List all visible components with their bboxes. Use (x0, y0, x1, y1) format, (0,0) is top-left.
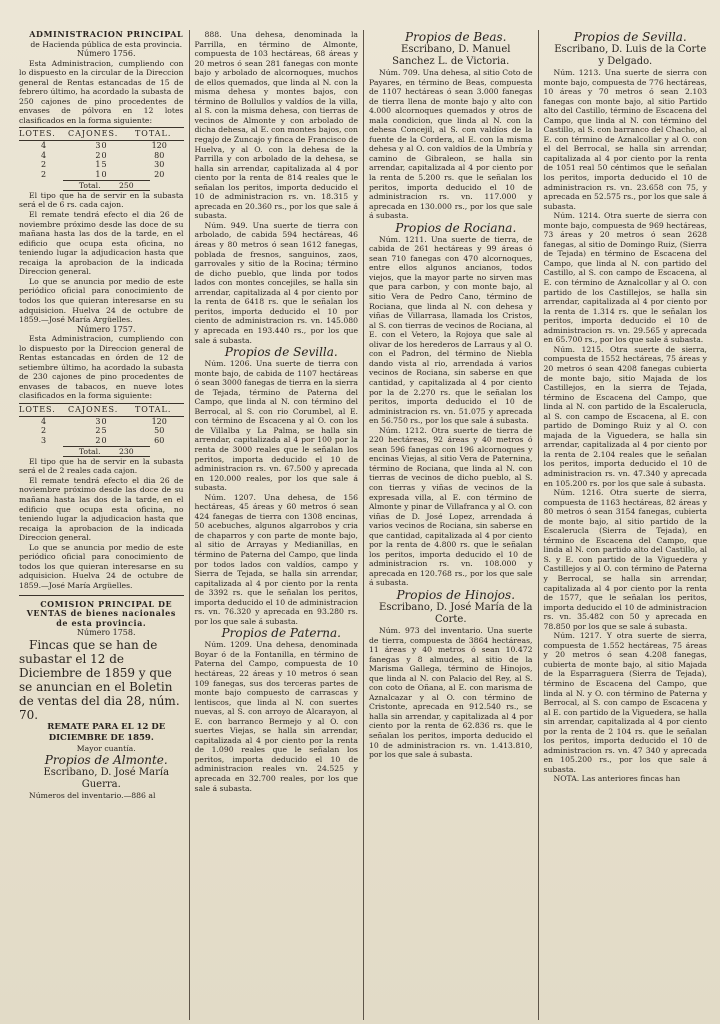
notice-1757-remate: El remate tendrá efecto el dia 26 de noviembre próximo desde las doce de su mañana hasta las dos de la tarde, en el edificio que ocupa esta oficina, no teniendo lugar la adjudicacion hasta que recaiga la aprobacion de la indicada Direccion general. (19, 475, 184, 543)
total-value: 230 (111, 446, 142, 457)
entry-1211: Núm. 1211. Una suerte de tierra, de cabida de 261 hectáreas y 99 áreas ó sean 710 fanegas con 470 alcornoques, entre ellos algunos ancianos, todos viejos, que la mayor parte no sirven mas que para carbon, y con monte bajo, al sitio Vera de Pedro Cano, término de Rociana, que linda al N. con dehesa y viñas de Villarrasa, llamada los Cristos, al S. con tierras de vecinos de Rociana, al E. con el Vetero, la Rojoya que sale al olivar de los herederos de Larraus y al O. con el Padron, del término de Niebla dando vista al rio, arrendada á varios vecinos de Rociana, sin saberse en que cantidad, y capitalizada al 4 por ciento por la de 2.270 rs. que le señalan los peritos, importa deducido el 10 de administracion rs. vn. 51.075 y aprecada en 56.750 rs., por los que sale á subasta. (369, 234, 533, 426)
total-value: 250 (111, 180, 142, 191)
notice-1756-text: Esta Administracion, cumpliendo con lo dispuesto en la circular de la Direccion general de Rentas estancadas de 15 de febrero último, ha acordado la subasta de 250 cajones de pino procedentes de envases de pólvora en 12 lotes clasificados en la forma siguiente: (19, 58, 184, 125)
lots-table-2 (19, 403, 184, 445)
inventario-numbers: Números del inventario.—886 al (29, 791, 156, 801)
cajones-header: CAJONES. (68, 403, 135, 416)
entry-709: Núm. 709. Una dehesa, al sitio Coto de Payares, en término de Beas, compuesta de 1107 hectáreas ó sean 3.000 fanegas de tierra llena de monte bajo y alto con 4.000 alcornoques quemados y otros de mala condicion, que linda al N. con la dehesa Concejil, al S. con valdíos de la fuente de la Cordera, al E. con la misma dehesa y al O. con valdíos de la Umbría y camino de Gibraleon, se halla sin arrendar, capitalizada al 4 por ciento por la renta de 5.200 rs. que le señalan los peritos, importa deducido el 10 de administracion rs. vn. 117.000 y aprecada en 130.000 rs., por los que sale á subasta. (369, 68, 533, 221)
lot-cell: 2 (40, 160, 47, 170)
entry-1207: Núm. 1207. Una dehesa, de 156 hectáreas, 45 áreas y 60 metros ó sean 424 fanegas de tierra con 1308 encinas, 50 acebuches, algunos algarrobos y cria de chaparros y con parte de monte bajo, al sitio de Arrayas y Medianillas, en término de Paterna del Campo, que linda por todos lados con valdíos, campo y Sierra de Tejada, se halla sin arrendar, capitalizada al 4 por ciento por la renta de 3392 rs. que le señalan los peritos, importa deducido el 10 de administracion rs. vn. 76.320 y aprecada en 93.280 rs. por los que sale á subasta. (194, 492, 358, 626)
entry-888: 888. Una dehesa, denominada la Parrilla, en término de Almonte, compuesta de 103 hectáreas, 68 áreas y 20 metros ó sean 281 fanegas con monte bajo y arbolado de alcornoques, muchos de ellos quemados, que linda al N. con la misma dehesa y montes bajos, con término de Bollullos y valdíos de la villa, al S. con la misma dehesa, con tierras de vecinos de Almonte y con arbolado de dicha dehesa, al E. con montes bajos, con regajo de Zuncajo y finca de Francisco de Huelva, y al O. con la dehesa de la Parrilla y con arbolado de la dehesa, se halla sin arrendar, capitalizada al 4 por ciento por la renta de 814 reales que le señalan los peritos, importa deducido el 10 de administracion rs. vn. 18.315 y aprecada en 20.360 rs., por los que sale á subasta. (194, 30, 358, 221)
lot-cell: 4 (40, 141, 47, 151)
total-row-1 (19, 181, 184, 191)
total-cell: 30 (154, 160, 165, 170)
cajones-cell: 15 (95, 160, 108, 170)
entry-1206: Núm. 1206. Una suerte de tierra con monte bajo, de cabida de 1107 hectáreas ó sean 3000 fanegas de tierra en la sierra de Tejada, término de Paterna del Campo, que linda al N. con término del Berrocal, al S. con rio Corumbel, al E. con término de Escacena y al O. con los de Villalba y La Palma, se halla sin arrendar, capitalizada al 4 por 100 por la renta de 3000 reales que le señalan los peritos, importa deducido el 10 de administracion rs. vn. 67.500 y aprecada en 120.000 reales, por los que sale á subasta. (194, 359, 358, 493)
lot-cell: 3 (40, 435, 47, 445)
lot-cell: 4 (40, 150, 47, 160)
section-sevilla-2: Propios de Sevilla. (573, 30, 687, 44)
total-row-2 (19, 447, 184, 457)
lots-header: LOTES. (19, 128, 68, 141)
total-header: TOTAL. (135, 403, 184, 416)
entry-1212: Núm. 1212. Otra suerte de tierra de 220 hectáreas, 92 áreas y 40 metros ó sean 596 fanegas con 196 alcornoques y encinas Viejas, al sitio Vera de Paternina, término de Rociana, que linda al N. con tierras de vecinos de dicho pueblo, al S. con tierras y viñas de vecinos de la expresada villa, al E. con término de Almonte y pinar de Villafranca y al O. con viñas de D. José Lopez, arrendada á varios vecinos de Rociana, sin saberse en que cantidad, capitalizada al 4 por ciento por la renta de 4.800 rs. que le señalan los peritos, importa deducido el 10 de administracion rs. vn. 108.000 y aprecada en 120.768 rs., por los que sale á subasta. (369, 425, 533, 588)
table-row (19, 436, 184, 446)
entry-1214: Núm. 1214. Otra suerte de sierra con monte bajo, compuesta de 969 hectáreas, 73 áreas y 20 metros ó sean 2628 fanegas, al sitio de Domingo Ruiz, (Sierra de Tejada) en término de Escacena del Campo, que linda al N. con partido del Castillo, al S. con campo de Escacena, al E. con término de Aznalcollar y al O. con partido de los Castillejos, se halla sin arrendar, capitalizada al 4 por ciento por la renta de 1.314 rs. que le señalan los peritos, importa deducido el 10 de administracion rs. vn. 29.565 y aprecada en 65.700 rs., por los que sale á subasta. (543, 211, 707, 345)
entry-973: Núm. 973 del inventario. Una suerte de tierra, compuesta de 3864 hectáreas, 11 áreas y 40 metros ó sean 10.472 fanegas y 8 almudes, al sitio de la Marisma Gallega, término de Hinojos, que linda al N. con Palacio del Rey, al S. con coto de Oñana, al E. con marisma de Aznalcazar y al O. con término de Cristonte, aprecada en 912.540 rs., se halla sin arrendar, y capitalizada al 4 por ciento por la renta de 62.836 rs. que le señalan los peritos, importa deducido el 10 de administracion rs. vn. 1.413.810, por los que sale á subasta. (369, 625, 533, 760)
cajones-cell: 25 (95, 426, 108, 436)
section-rociana: Propios de Rociana. (395, 220, 517, 235)
entry-1215: Núm. 1215. Otra suerte de sierra, compuesta de 1552 hectáreas, 75 áreas y 20 metros ó sean 4208 fanegas cubierta de monte bajo, sitio Majada de los Castillejos, en la sierra de Tejada, término de Escacena del Campo, que linda al N. con partido de la Escalerucla, al S. con campo de Escacena, al E. con partido de Domingo Ruiz y al O. con majada de la Viguedera, se halla sin arrendar, capitalizada al 4 por ciento por la renta de 2.104 reales que le señalan los peritos, importa deducido el 10 de administracion rs. vn. 47.340 y aprecada en 105.200 rs. por los que sale á subasta. (543, 344, 707, 488)
total-label: Total. (71, 446, 109, 457)
divider (19, 595, 184, 596)
escribano-sanchez: Escribano, D. Manuel Sanchez L. de Victoria. (392, 44, 511, 67)
notice-1756-remate: El remate tendrá efecto el dia 26 de noviembre próximo desde las doce de su mañana hasta las dos de la tarde, en el edificio que ocupa esta oficina, no teniendo lugar la adjudicacion hasta que recaiga la aprobacion de la indicada Direccion general. (19, 210, 184, 277)
table-row (19, 426, 184, 436)
notice-number-1756: Número 1756. (76, 49, 136, 59)
section-beas: Propios de Beas. (405, 30, 507, 44)
remate-heading: REMATE PARA EL 12 DE DICIEMBRE DE 1859. (47, 721, 166, 743)
fincas-heading: Fincas que se han de subastar el 12 de Diciembre de 1859 y que se anuncian en el Boletin de ventas del dia 28, núm. 70. (19, 637, 180, 722)
table-row (19, 151, 184, 161)
cajones-cell: 30 (95, 416, 108, 426)
section-paterna: Propios de Paterna. (221, 626, 341, 641)
column-1 (14, 30, 189, 1020)
entry-1216: Núm. 1216. Otra suerte de sierra, compuesta de 1163 hectáreas, 82 áreas y 80 metros ó sean 3154 fanegas, cubierta de monte bajo, al sitio partido de la Escalerucla (Sierra de Tejada), en término de Escacena del Campo, que linda al N. con partido alto del Castillo, al S. y E. con partido de la Viguedera y Castillejos y al O. con término de Paterna y Berrocal, se halla sin arrendar, capitalizada al 4 por ciento por la renta de 1577, que le señalan los peritos, importa deducido el 10 de administracion rs. vn. 35.482 con 50 y aprecada en 78.850 por los que se sale á subasta. (543, 488, 707, 631)
table-row (19, 416, 184, 426)
comision-header: COMISION PRINCIPAL DE VENTAS de bienes nacionales de esta provincia. (26, 598, 176, 628)
total-label: Total. (71, 180, 109, 191)
total-cell: 60 (154, 435, 165, 445)
administracion-subheader: de Hacienda pública de esta provincia. (30, 39, 183, 49)
section-sevilla: Propios de Sevilla. (224, 345, 338, 360)
administracion-header: ADMINISTRACION PRINCIPAL (29, 30, 184, 39)
total-cell: 120 (151, 141, 167, 151)
entry-1209: Núm. 1209. Una dehesa, denominada Boyar ó de la Fontanilla, en término de Paterna del Campo, compuesta de 10 hectáreas, 22 áreas y 10 metros ó sean 109 fanegas, sus dos terceras partes de monte bajo compuesto de carrascas y lentiscos, que linda al N. con suertes nuevas, al S. con arroyo de Alcarayon, al E. con barranco Bermejo y al O. con suertes Viejas, se halla sin arrendar, capitalizada al 4 por ciento por la renta de 1.090 reales que le señalan los peritos, importa deducido el 10 de administracion reales vn. 24.525 y aprecada en 32.700 reales, por los que sale á subasta. (194, 640, 358, 793)
lot-cell: 2 (40, 426, 47, 436)
mayor-cuantia: Mayor cuantía. (76, 743, 136, 753)
table-row (19, 141, 184, 151)
entry-1213: Núm. 1213. Una suerte de sierra con monte bajo, compuesta de 776 hectáreas, 10 áreas y 70 metros ó sean 2.103 fanegas con monte bajo, al sitio Partido alto del Castillo, término de Escacena del Campo, que linda al N. con término del Castillo, al S. con barranco del Chacho, al E. con término de Aznalcollar y al O. con el del Berrocal, se halla sin arrendar, capitalizada al 4 por ciento por la renta de 1051 real 50 céntimos que le señalan los peritos, importa deducido el 10 de administracion rs. vn. 23.658 con 75, y aprecada en 52.575 rs., por los que sale á subasta. (543, 68, 707, 211)
notice-number-1757: Número 1757. (76, 324, 136, 334)
entry-949: Núm. 949. Una suerte de tierra con arbolado, de cabida 594 hectáreas, 46 áreas y 80 metros ó sean 1612 fanegas, poblada de fresnos, sanguinos, zaos, garrovales y sitio de la Rocina; término de dicho pueblo, que linda por todos lados con montes concejiles, se halla sin arrendar, capitalizada al 4 por ciento por la renta de 6418 rs. que le señalan los peritos, importa deducido el 10 por ciento de administracion rs. vn. 145.080 y aprecada en 193.440 rs., por los que sale á subasta. (194, 220, 358, 345)
notice-1757-text: Esta Administracion, cumpliendo con lo dispuesto por la Direccion general de Rentas estancadas en órden de 12 de setiembre último, ha acordado la subasta de 230 cajones de pino procedentes de envases de tabacos, en nueve lotes clasificados en la forma siguiente: (19, 334, 184, 401)
notice-1756-tipo: El tipo que ha de servir en la subasta será el de 6 rs. cada cajon. (19, 190, 184, 210)
notice-1757-tipo: El tipo que ha de servir en la subasta será el de 2 reales cada cajon. (19, 456, 184, 476)
column-2 (189, 30, 364, 1020)
entry-1217: Núm. 1217. Y otra suerte de sierra, compuesta de 1.552 hectáreas, 75 áreas y 20 metros ó sean 4.208 fanegas, cubierta de monte bajo, al sitio Majada de la Esparraguera (Sierra de Tejada), término de Escacena del Campo, que linda al N. y O. con término de Paterna y Berrocal, al S. con campo de Escacena y al E. con partido de la Viguedera, se halla sin arrendar, capitalizada al 4 por ciento por la renta de 2 104 rs. que le señalan los peritos, importa deducido el 10 de administracion rs. vn. 47 340 y aprecada en 105.200 rs., por los que sale á subasta. (543, 631, 707, 774)
notice-1756-anuncio: Lo que se anuncia por medio de este periódico oficial para conocimiento de todos los que quieran interesarse en su adquisicion. Huelva 24 de octubre de 1859.—José María Argüelles. (19, 276, 184, 325)
escribano-guerra: Escribano, D. José María Guerra. (43, 767, 170, 791)
escribano-delgado: Escribano, D. Luis de la Corte y Delgado. (554, 44, 707, 67)
section-almonte: Propios de Almonte. (44, 753, 168, 768)
lot-cell: 2 (40, 169, 47, 179)
total-cell: 80 (154, 150, 165, 160)
total-header: TOTAL. (135, 128, 184, 141)
cajones-cell: 20 (95, 150, 108, 160)
column-3 (363, 30, 538, 1020)
notice-number-1758: Número 1758. (76, 628, 136, 638)
table-row (19, 170, 184, 180)
total-cell: 120 (151, 416, 167, 426)
cajones-header: CAJONES. (68, 128, 135, 141)
column-4 (538, 30, 713, 1020)
lots-header: LOTES. (19, 403, 68, 416)
notice-1757-anuncio: Lo que se anuncia por medio de este periódico oficial para conocimiento de todos los que quieran interesarse en su adquisicion. Huelva 24 de octubre de 1859.—José María Argüelles. (19, 542, 184, 590)
section-hinojos: Propios de Hinojos. (396, 587, 516, 602)
escribano-corte: Escribano, D. José María de la Corte. (379, 601, 533, 625)
lots-table-1 (19, 127, 184, 179)
table-row (19, 160, 184, 170)
cajones-cell: 30 (95, 141, 108, 151)
total-cell: 50 (154, 426, 165, 436)
cajones-cell: 20 (95, 435, 108, 445)
total-cell: 20 (154, 169, 165, 179)
cajones-cell: 10 (95, 169, 108, 179)
lot-cell: 4 (40, 416, 47, 426)
nota: NOTA. Las anteriores fincas han (553, 774, 681, 784)
